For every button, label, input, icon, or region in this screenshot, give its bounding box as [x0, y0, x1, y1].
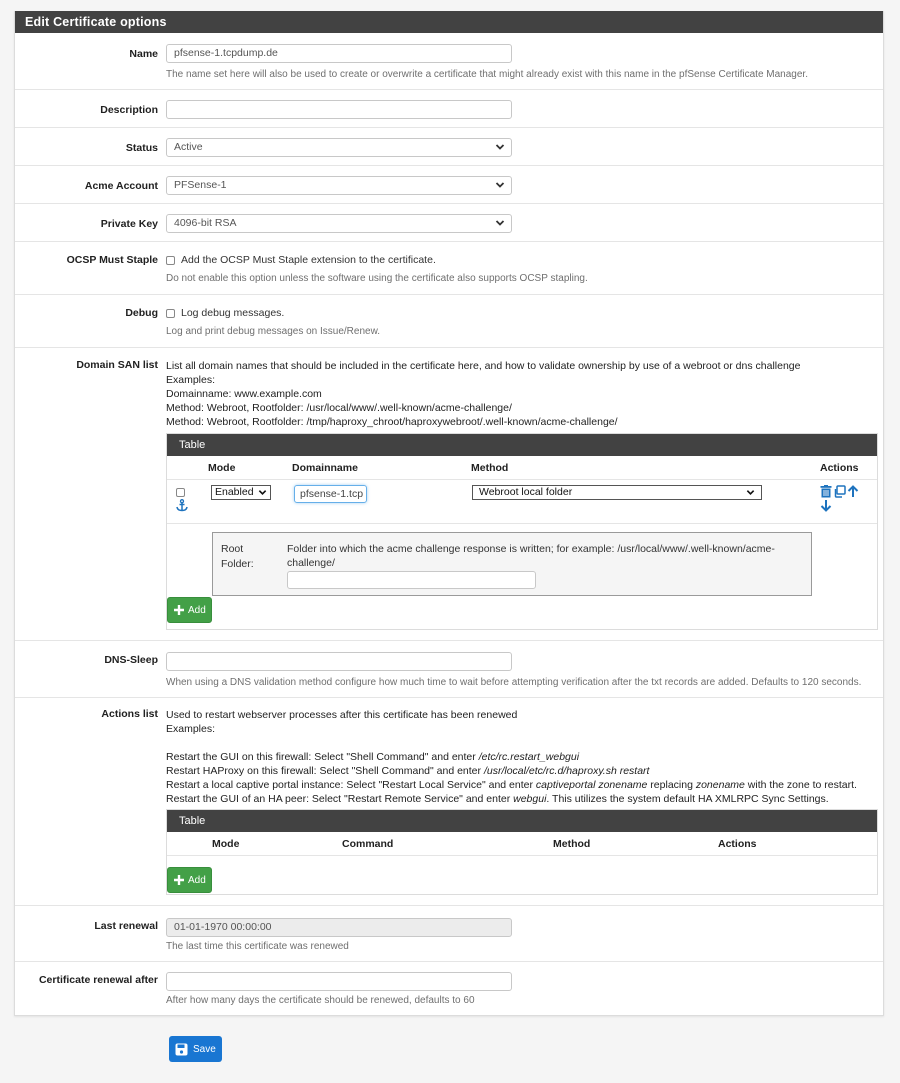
col-method: Method [553, 837, 591, 850]
add-label: Add [188, 874, 206, 886]
row-debug [15, 295, 883, 348]
col-domainname: Domainname [292, 461, 358, 474]
root-folder-box [212, 532, 812, 596]
chevron-down-icon [746, 488, 755, 497]
debug-checkbox-label: Log debug messages. [181, 307, 285, 319]
last-renewal-input: 01-01-1970 00:00:00 [166, 918, 512, 937]
col-actions: Actions [820, 461, 859, 474]
row-mode-value: Enabled [215, 486, 254, 498]
dns-sleep-input[interactable] [166, 652, 512, 671]
dns-sleep-help: When using a DNS validation method configure how much time to wait before attempting verification after the txt records are added. Defaults to 120 seconds. [166, 677, 862, 688]
save-label: Save [193, 1043, 216, 1055]
row-mode-select[interactable] [211, 485, 271, 500]
example-line: Restart HAProxy on this firewall: Select "Shell Command" and enter /usr/local/etc/rc.d/haproxy.sh restart [166, 765, 650, 777]
chevron-down-icon [495, 180, 505, 190]
ocsp-checkbox-label: Add the OCSP Must Staple extension to the certificate. [181, 254, 436, 266]
domain-san-label: Domain SAN list [76, 359, 158, 371]
domain-table-row [167, 480, 877, 524]
chevron-down-icon [258, 488, 267, 497]
renewal-after-help: After how many days the certificate should be renewed, defaults to 60 [166, 995, 475, 1006]
plus-icon [173, 874, 185, 886]
domain-table-header [167, 456, 877, 480]
chevron-down-icon [495, 142, 505, 152]
col-command: Command [342, 837, 394, 850]
acme-account-select[interactable] [166, 176, 512, 195]
acme-account-value: PFSense-1 [174, 179, 227, 191]
row-description [15, 90, 883, 128]
actions-table-header [167, 832, 877, 856]
arrow-up-icon[interactable] [847, 485, 859, 498]
row-domainname-input[interactable]: pfsense-1.tcp [294, 485, 367, 503]
save-button[interactable] [169, 1036, 222, 1062]
trash-icon[interactable] [820, 485, 832, 498]
add-label: Add [188, 604, 206, 616]
row-method-value: Webroot local folder [479, 486, 573, 498]
domain-table [166, 433, 878, 630]
ocsp-label: OCSP Must Staple [66, 254, 158, 266]
row-select-checkbox[interactable] [176, 488, 185, 497]
ocsp-checkbox[interactable] [166, 256, 175, 265]
description-label: Description [100, 104, 158, 116]
private-key-value: 4096-bit RSA [174, 217, 237, 229]
floppy-disk-icon [175, 1043, 188, 1056]
row-domain-san [15, 348, 883, 641]
actions-table-title: Table [167, 810, 877, 832]
plus-icon [173, 604, 185, 616]
actions-table [166, 809, 878, 895]
status-label: Status [125, 142, 158, 154]
example-line: Restart the GUI of an HA peer: Select "Restart Remote Service" and enter webgui. This utilizes the system default HA XMLRPC Sync Settings. [166, 793, 829, 805]
row-renewal-after [15, 962, 883, 1015]
ocsp-help: Do not enable this option unless the software using the certificate also supports OCSP stapling. [166, 273, 588, 284]
domain-san-desc [166, 359, 878, 429]
name-help: The name set here will also be used to create or overwrite a certificate that might already exist with this name in the pfSense Certificate Manager. [166, 69, 808, 80]
root-folder-help: Folder into which the acme challenge response is written; for example: /usr/local/www/.well-known/acme-challenge/ [287, 543, 775, 569]
row-method-select[interactable] [472, 485, 762, 500]
desc-line: Used to restart webserver processes after this certificate has been renewed [166, 709, 518, 721]
dns-sleep-label: DNS-Sleep [104, 654, 158, 666]
desc-line: Examples: [166, 723, 216, 735]
debug-checkbox[interactable] [166, 309, 175, 318]
panel-title: Edit Certificate options [15, 11, 883, 33]
renewal-after-label: Certificate renewal after [38, 974, 158, 986]
status-value: Active [174, 141, 203, 153]
row-dns-sleep [15, 641, 883, 698]
debug-help: Log and print debug messages on Issue/Renew. [166, 326, 381, 337]
private-key-label: Private Key [100, 218, 158, 230]
root-folder-input[interactable] [287, 571, 536, 589]
add-action-button[interactable] [167, 867, 212, 893]
last-renewal-help: The last time this certificate was renewed [166, 941, 349, 952]
root-folder-label: Root [221, 543, 244, 555]
desc-line: Examples: [166, 374, 216, 386]
root-folder-label: Folder: [221, 558, 254, 570]
col-method: Method [471, 461, 509, 474]
row-last-renewal [15, 906, 883, 962]
row-private-key [15, 204, 883, 242]
col-mode: Mode [212, 837, 240, 850]
last-renewal-label: Last renewal [94, 920, 158, 932]
desc-line: Method: Webroot, Rootfolder: /tmp/haproxy_chroot/haproxywebroot/.well-known/acme-challenge/ [166, 416, 618, 428]
example-line: Restart the GUI on this firewall: Select "Shell Command" and enter /etc/rc.restart_webgui [166, 751, 580, 763]
add-domain-button[interactable] [167, 597, 212, 623]
row-status [15, 128, 883, 166]
actions-list-desc [166, 708, 878, 806]
debug-label: Debug [125, 307, 158, 319]
actions-list-label: Actions list [101, 708, 158, 720]
desc-line: Domainname: www.example.com [166, 388, 322, 400]
row-ocsp [15, 242, 883, 295]
col-mode: Mode [208, 461, 236, 474]
row-name [15, 33, 883, 90]
row-acme-account [15, 166, 883, 204]
col-actions: Actions [718, 837, 757, 850]
copy-icon[interactable] [833, 485, 846, 498]
edit-certificate-panel [14, 11, 884, 1016]
arrow-down-icon[interactable] [820, 499, 832, 512]
example-line: Restart a local captive portal instance: Select "Restart Local Service" and enter captiveportal zonename replacing zonename with the zone to restart. [166, 779, 857, 791]
name-label: Name [129, 48, 158, 60]
desc-line: List all domain names that should be included in the certificate here, and how to validate ownership by use of a webroot or dns challenge [166, 360, 801, 372]
status-select[interactable] [166, 138, 512, 157]
private-key-select[interactable] [166, 214, 512, 233]
domain-table-title: Table [167, 434, 877, 456]
renewal-after-input[interactable] [166, 972, 512, 991]
chevron-down-icon [495, 218, 505, 228]
row-actions-list [15, 698, 883, 906]
desc-line: Method: Webroot, Rootfolder: /usr/local/www/.well-known/acme-challenge/ [166, 402, 512, 414]
description-input[interactable] [166, 100, 512, 119]
anchor-icon[interactable] [176, 499, 188, 512]
name-input[interactable]: pfsense-1.tcpdump.de [166, 44, 512, 63]
acme-account-label: Acme Account [84, 180, 158, 192]
